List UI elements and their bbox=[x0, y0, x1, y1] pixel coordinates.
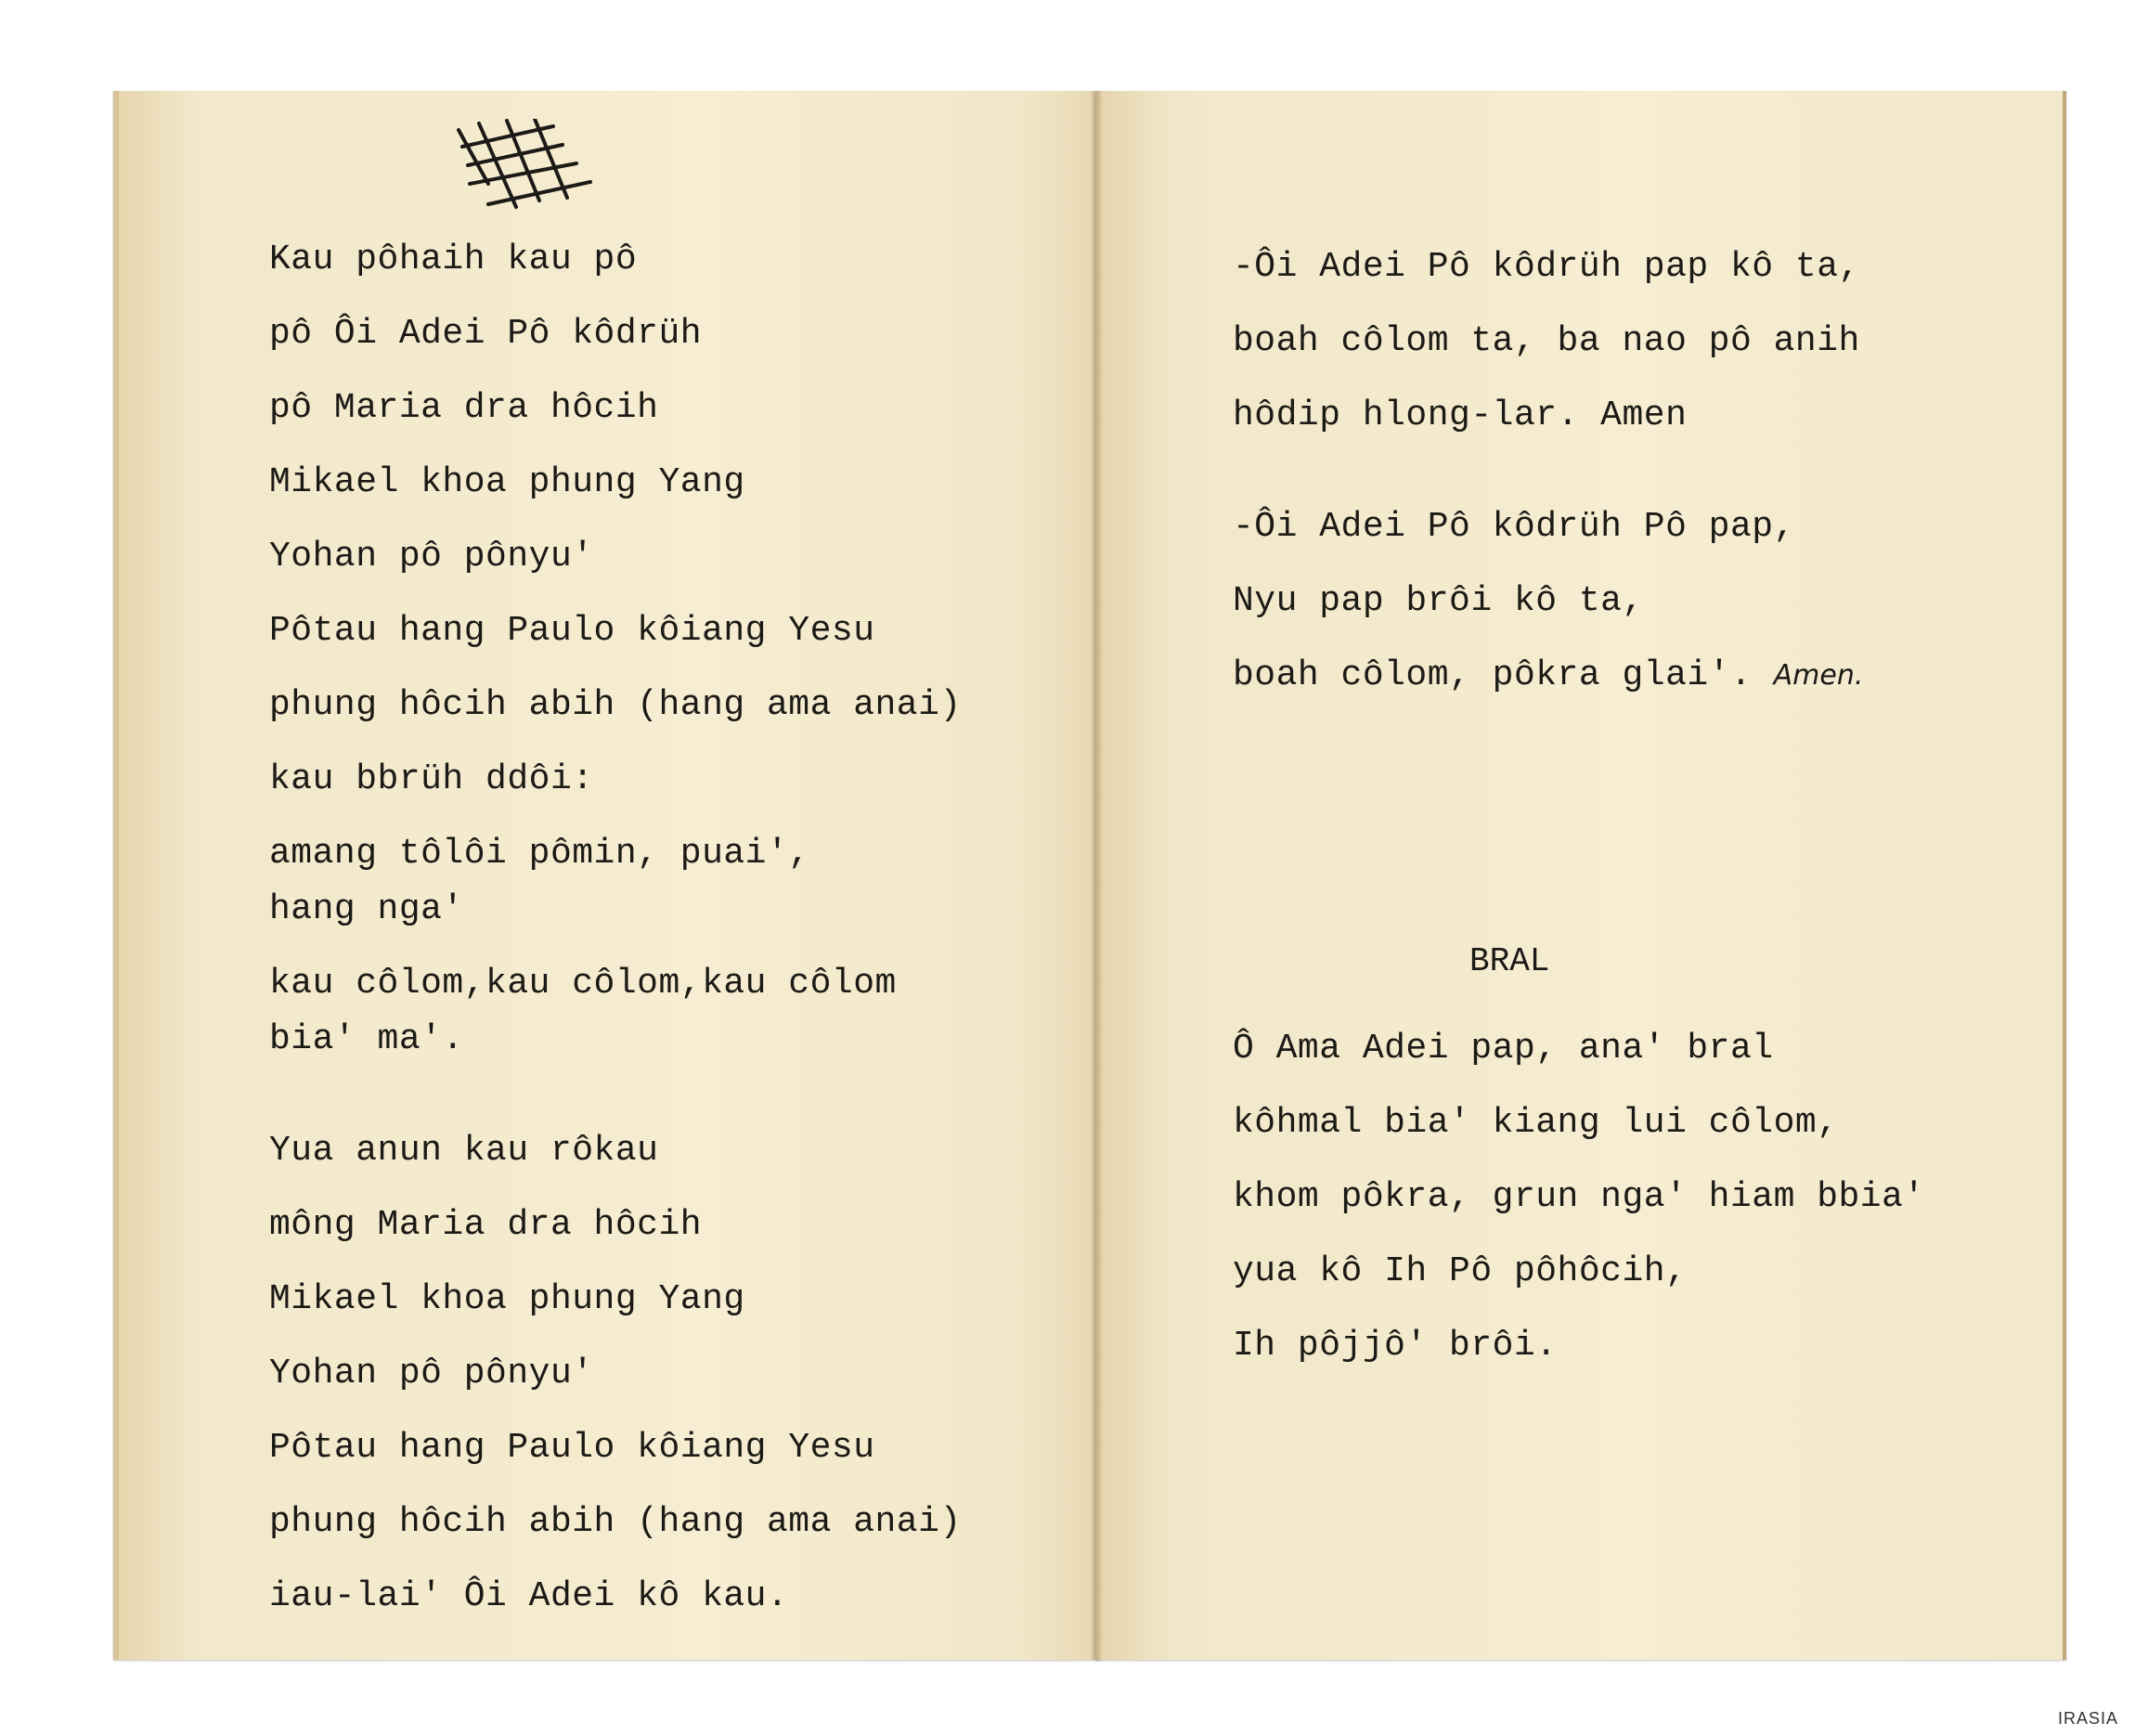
handwritten-amen: Amen. bbox=[1773, 659, 1864, 692]
crosshatch-mark bbox=[451, 119, 600, 212]
text-line: Mikael khoa phung Yang bbox=[269, 1279, 745, 1319]
text-line: hôdip hlong-lar. Amen bbox=[1233, 395, 1688, 435]
text-line: mông Maria dra hôcih bbox=[269, 1205, 703, 1245]
section-heading: BRAL bbox=[1469, 942, 1550, 980]
text-line: pô Maria dra hôcih bbox=[269, 388, 659, 428]
text-line: -Ôi Adei Pô kôdrüh pap kô ta, bbox=[1233, 247, 1860, 287]
text-line: bia' ma'. bbox=[269, 1019, 464, 1059]
text-line: iau-lai' Ôi Adei kô kau. bbox=[269, 1576, 789, 1616]
text-line: kau côlom,kau côlom,kau côlom bbox=[269, 964, 897, 1004]
text-line: yua kô Ih Pô pôhôcih, bbox=[1233, 1251, 1688, 1291]
book-gutter bbox=[1090, 91, 1103, 1660]
text-line: -Ôi Adei Pô kôdrüh Pô pap, bbox=[1233, 507, 1795, 547]
text-line: Ih pôjjô' brôi. bbox=[1233, 1326, 1558, 1366]
text-line: Yua anun kau rôkau bbox=[269, 1131, 659, 1171]
text-line: boah côlom ta, ba nao pô anih bbox=[1233, 321, 1860, 361]
text-line: kôhmal bia' kiang lui côlom, bbox=[1233, 1103, 1839, 1143]
text-line: Nyu pap brôi kô ta, bbox=[1233, 581, 1644, 621]
text-line: phung hôcih abih (hang ama anai) bbox=[269, 685, 962, 725]
text-line: Ô Ama Adei pap, ana' bral bbox=[1233, 1029, 1774, 1069]
text-line bbox=[1233, 639, 1863, 713]
text-line: kau bbrüh ddôi: bbox=[269, 759, 594, 799]
text-line: hang nga' bbox=[269, 889, 464, 929]
text-line: Yohan pô pônyu' bbox=[269, 537, 594, 577]
text-line: Yohan pô pônyu' bbox=[269, 1354, 594, 1393]
text-line: phung hôcih abih (hang ama anai) bbox=[269, 1502, 962, 1542]
text-line-typed: boah côlom, pôkra glai'. bbox=[1233, 655, 1753, 695]
text-line: Kau pôhaih kau pô bbox=[269, 240, 638, 279]
text-line: Pôtau hang Paulo kôiang Yesu bbox=[269, 1428, 875, 1468]
watermark: IRASIA bbox=[2057, 1709, 2118, 1728]
text-line: Mikael khoa phung Yang bbox=[269, 462, 745, 502]
text-line: khom pôkra, grun nga' hiam bbia' bbox=[1233, 1177, 1925, 1217]
text-line: amang tôlôi pômin, puai', bbox=[269, 834, 810, 874]
text-line: Pôtau hang Paulo kôiang Yesu bbox=[269, 611, 875, 651]
text-line: pô Ôi Adei Pô kôdrüh bbox=[269, 314, 703, 354]
